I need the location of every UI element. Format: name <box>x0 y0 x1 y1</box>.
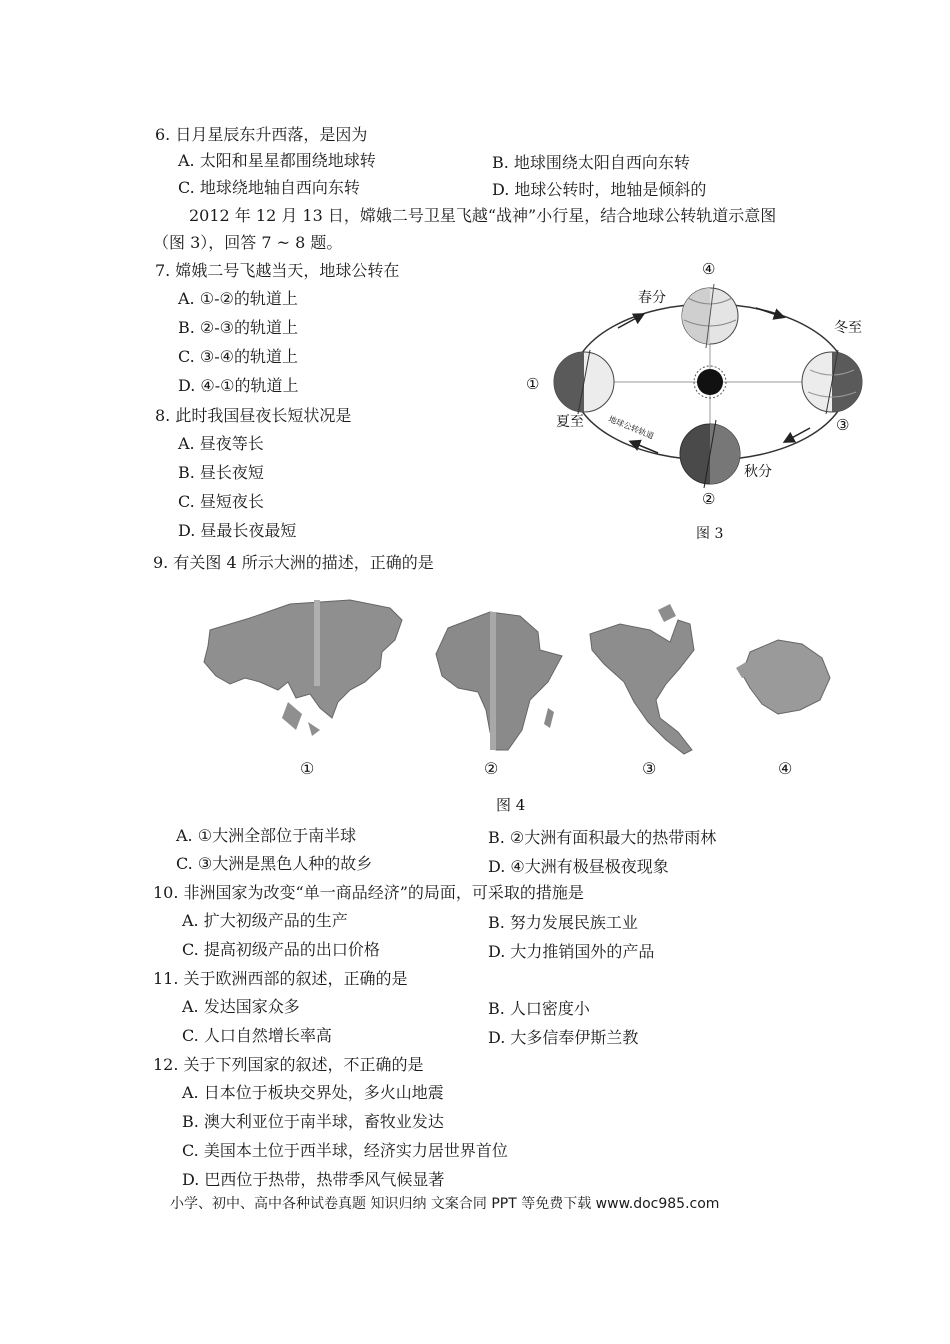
label-continent-4: ④ <box>778 759 793 778</box>
q9-option-b: B. ②大洲有面积最大的热带雨林 <box>488 828 717 847</box>
q7-option-d: D. ④-①的轨道上 <box>178 376 299 395</box>
continent-africa <box>436 612 562 750</box>
q10-option-d: D. 大力推销国外的产品 <box>488 942 655 961</box>
page-footer: 小学、初中、高中各种试卷真题 知识归纳 文案合同 PPT 等免费下载 www.doc985.com <box>170 1196 720 1212</box>
q6-stem: 6. 日月星辰东升西落，是因为 <box>155 125 368 144</box>
label-summer-solstice: 夏至 <box>556 414 584 430</box>
q10-option-c: C. 提高初级产品的出口价格 <box>182 940 380 959</box>
continent-eurasia <box>204 600 402 736</box>
figure-4-caption: 图 4 <box>496 796 526 814</box>
label-position-4: ④ <box>702 260 716 278</box>
q10-option-a: A. 扩大初级产品的生产 <box>182 911 348 930</box>
label-continent-3: ③ <box>642 759 657 778</box>
earth-globe-winter <box>802 350 862 414</box>
intro-7-8-line2: （图 3），回答 7 ~ 8 题。 <box>153 233 343 252</box>
earth-globe-autumn <box>680 420 740 488</box>
figure-4-continents <box>190 590 840 820</box>
label-continent-2: ② <box>484 759 499 778</box>
earth-globe-summer <box>554 350 614 414</box>
q12-option-c: C. 美国本土位于西半球，经济实力居世界首位 <box>182 1141 508 1160</box>
q12-option-d: D. 巴西位于热带，热带季风气候显著 <box>182 1170 445 1189</box>
q9-option-a: A. ①大洲全部位于南半球 <box>176 826 357 845</box>
figure-3-caption: 图 3 <box>696 526 724 542</box>
earth-globe-spring <box>682 284 738 348</box>
continent-north-america <box>590 604 694 754</box>
q12-option-a: A. 日本位于板块交界处，多火山地震 <box>182 1083 444 1102</box>
label-position-2: ② <box>702 490 716 508</box>
q11-stem: 11. 关于欧洲西部的叙述，正确的是 <box>153 969 408 988</box>
q11-option-a: A. 发达国家众多 <box>182 997 300 1016</box>
continent-antarctica <box>736 640 830 714</box>
q12-option-b: B. 澳大利亚位于南半球，畜牧业发达 <box>182 1112 444 1131</box>
q6-option-a: A. 太阳和星星都围绕地球转 <box>178 151 376 170</box>
q6-option-d: D. 地球公转时，地轴是倾斜的 <box>492 180 707 199</box>
q11-option-c: C. 人口自然增长率高 <box>182 1026 332 1045</box>
q11-option-d: D. 大多信奉伊斯兰教 <box>488 1028 639 1047</box>
q6-option-b: B. 地球围绕太阳自西向东转 <box>492 153 690 172</box>
orbit-direction-arrow <box>756 308 780 316</box>
q8-option-d: D. 昼最长夜最短 <box>178 521 297 540</box>
q9-option-c: C. ③大洲是黑色人种的故乡 <box>176 854 373 873</box>
label-position-3: ③ <box>836 416 850 434</box>
q7-option-c: C. ③-④的轨道上 <box>178 347 298 366</box>
label-orbit: 地球公转轨道 <box>607 414 656 441</box>
q12-stem: 12. 关于下列国家的叙述，不正确的是 <box>153 1055 424 1074</box>
q6-option-c: C. 地球绕地轴自西向东转 <box>178 178 360 197</box>
label-winter-solstice: 冬至 <box>834 320 862 336</box>
q9-option-d: D. ④大洲有极昼极夜现象 <box>488 857 669 876</box>
q8-option-c: C. 昼短夜长 <box>178 492 264 511</box>
q7-stem: 7. 嫦娥二号飞越当天，地球公转在 <box>155 261 400 280</box>
q11-option-b: B. 人口密度小 <box>488 999 590 1018</box>
figure-3-orbit-diagram <box>518 258 878 558</box>
label-continent-1: ① <box>300 759 315 778</box>
label-spring-equinox: 春分 <box>638 290 666 306</box>
q10-option-b: B. 努力发展民族工业 <box>488 913 638 932</box>
q7-option-a: A. ①-②的轨道上 <box>178 289 298 308</box>
intro-7-8-line1: 2012 年 12 月 13 日，嫦娥二号卫星飞越“战神”小行星，结合地球公转轨道示意图 <box>189 206 777 225</box>
label-position-1: ① <box>526 375 540 393</box>
q8-option-a: A. 昼夜等长 <box>178 434 264 453</box>
sun-icon <box>697 369 723 395</box>
q10-stem: 10. 非洲国家为改变“单一商品经济”的局面，可采取的措施是 <box>153 883 584 902</box>
q8-stem: 8. 此时我国昼夜长短状况是 <box>155 406 352 425</box>
q7-option-b: B. ②-③的轨道上 <box>178 318 299 337</box>
q9-stem: 9. 有关图 4 所示大洲的描述，正确的是 <box>153 553 434 572</box>
q8-option-b: B. 昼长夜短 <box>178 463 264 482</box>
label-autumn-equinox: 秋分 <box>744 464 772 480</box>
